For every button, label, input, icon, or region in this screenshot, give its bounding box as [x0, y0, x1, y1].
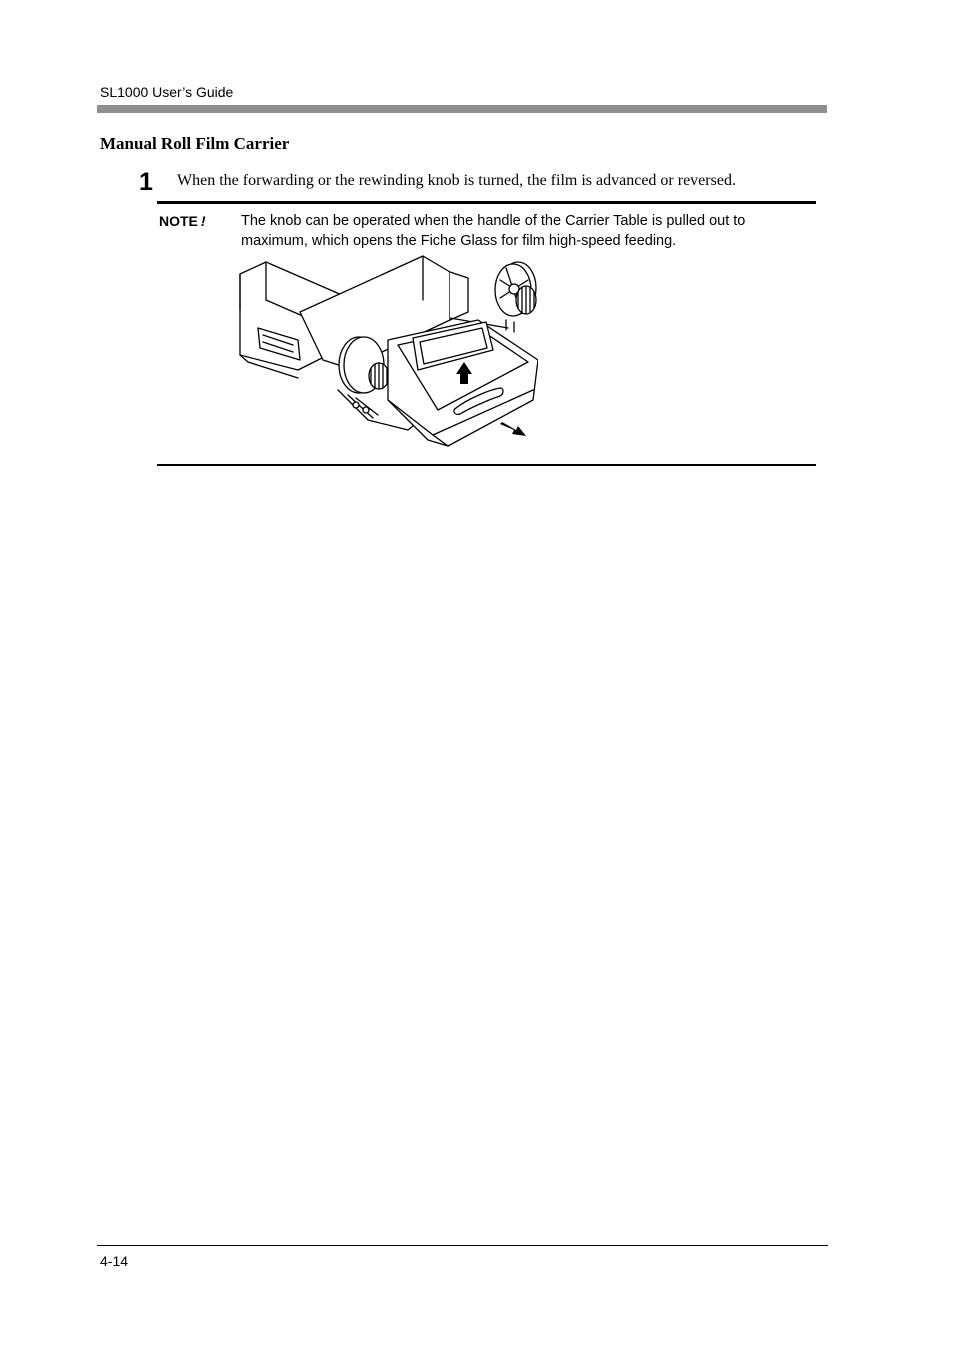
note-label-text: NOTE [159, 213, 198, 229]
roll-film-carrier-illustration [238, 250, 538, 454]
note-top-rule [157, 201, 816, 204]
header-rule [97, 105, 827, 113]
footer-rule [97, 1245, 828, 1246]
note-label [159, 213, 206, 229]
step-text: When the forwarding or the rewinding knob is turned, the film is advanced or reversed. [177, 172, 736, 189]
page-number: 4-14 [100, 1253, 129, 1269]
note-mark: ! [200, 213, 206, 229]
step-number: 1 [139, 168, 153, 196]
note-text: The knob can be operated when the handle of the Carrier Table is pulled out to maximum, which opens the Fiche Glass for film high-speed feeding. [241, 213, 746, 249]
section-title: Manual Roll Film Carrier [100, 134, 290, 153]
running-header: SL1000 User’s Guide [100, 84, 234, 100]
note-bottom-rule [157, 464, 816, 466]
